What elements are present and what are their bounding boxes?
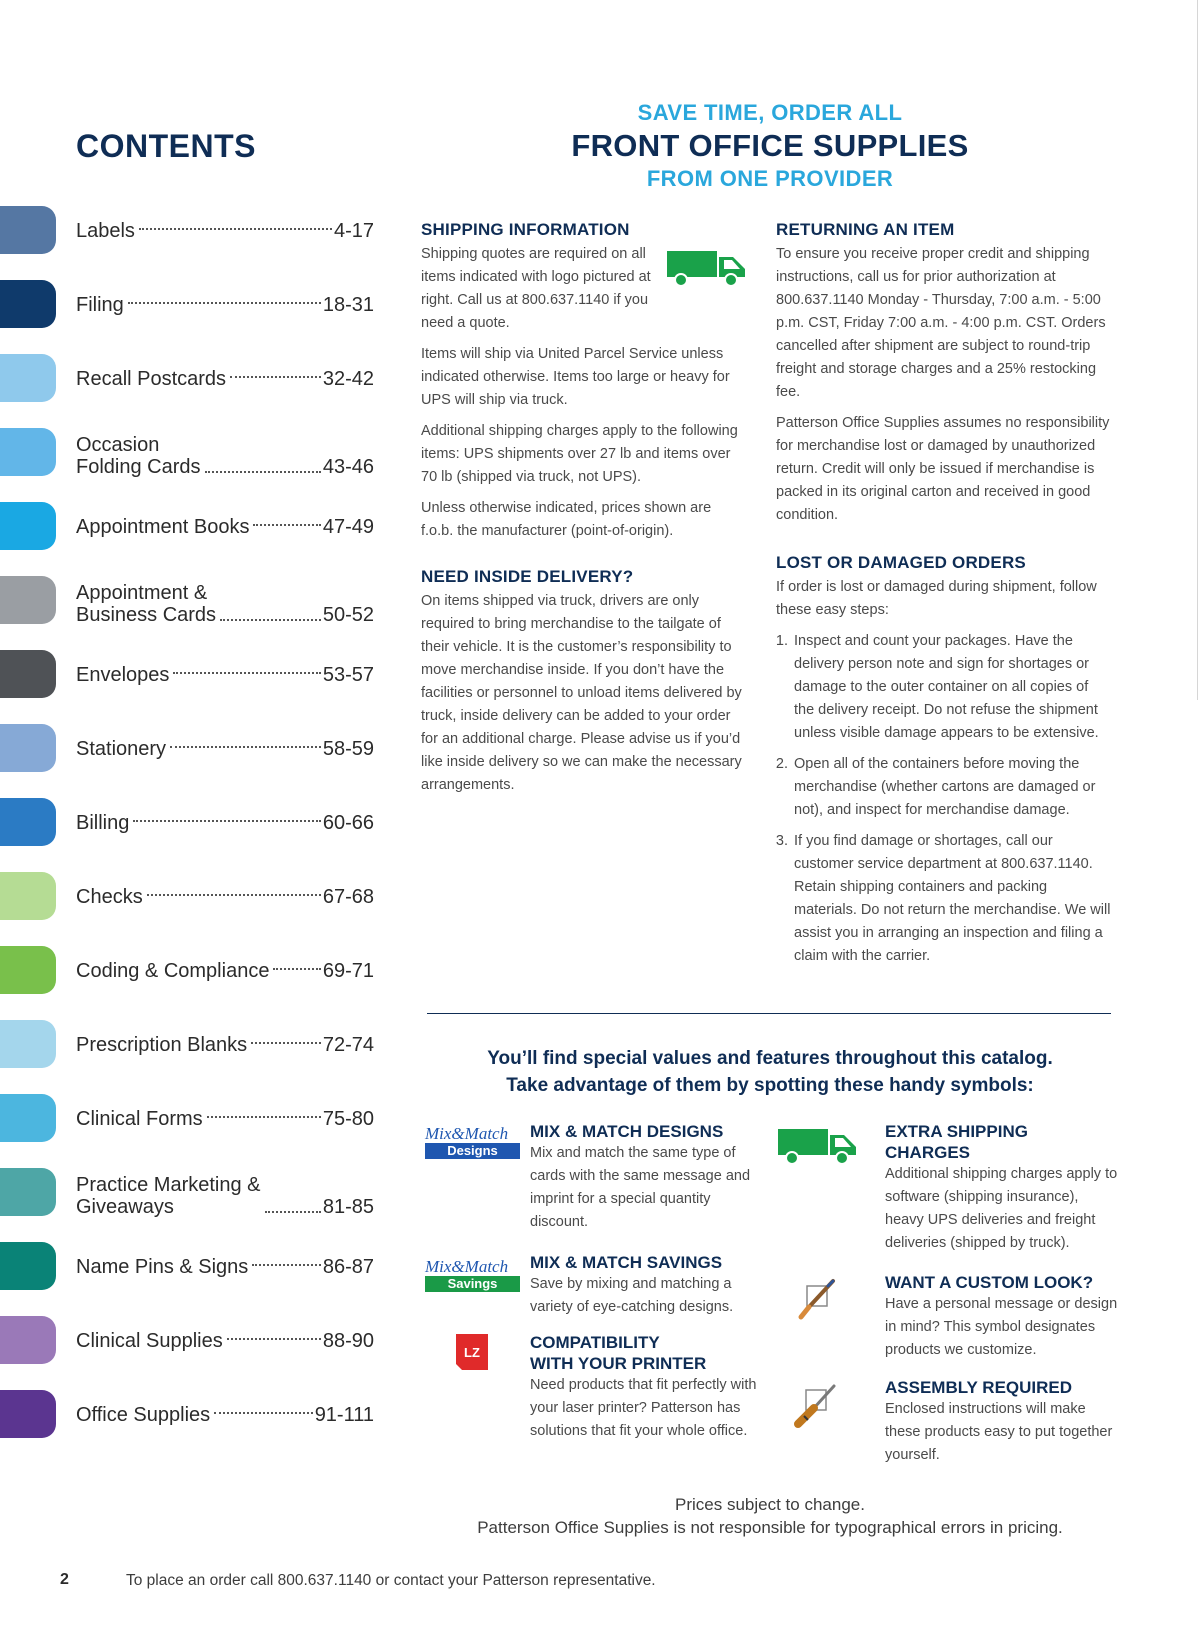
lost-title: LOST OR DAMAGED ORDERS bbox=[776, 553, 1026, 572]
shipping-p3: Additional shipping charges apply to the following items: UPS shipments over 27 lb and items over 70 lb (shipped via truck, not UPS). bbox=[421, 423, 738, 485]
contents-leader-dots bbox=[214, 1412, 313, 1414]
shipping-p2: Items will ship via United Parcel Service unless indicated otherwise. Items too large or heavy for UPS will ship via truck. bbox=[421, 346, 730, 408]
contents-item[interactable] bbox=[0, 798, 380, 848]
lost-step: 3. If you find damage or shortages, call our customer service department at 800.637.1140. Retain shipping containers and packing materials. Do not return the merchandise. We will assist you in arranging an inspection and filing a claim with the carrier. bbox=[792, 830, 1112, 968]
contents-item-text bbox=[76, 946, 374, 996]
contents-item[interactable] bbox=[0, 1020, 380, 1070]
custom-look-block bbox=[885, 1272, 1120, 1362]
contents-item-text bbox=[76, 354, 374, 404]
contents-color-tab bbox=[0, 946, 56, 994]
contents-item-pages: 47-49 bbox=[322, 516, 374, 538]
contents-item-pages: 86-87 bbox=[322, 1256, 374, 1278]
contents-item-label: Occasion Folding Cards bbox=[76, 434, 201, 478]
contents-item-pages: 60-66 bbox=[322, 812, 374, 834]
contents-item-text bbox=[76, 724, 374, 774]
contents-color-tab bbox=[0, 1168, 56, 1216]
compatibility-block bbox=[530, 1332, 765, 1443]
contents-item-text bbox=[76, 1390, 374, 1440]
order-info-line: To place an order call 800.637.1140 or contact your Patterson representative. bbox=[126, 1572, 656, 1589]
contents-color-tab bbox=[0, 1094, 56, 1142]
contents-item-pages: 69-71 bbox=[322, 960, 374, 982]
custom-look-title: WANT A CUSTOM LOOK? bbox=[885, 1273, 1094, 1292]
mix-match-designs-logo-text: Mix&Match bbox=[425, 1124, 509, 1143]
mix-match-designs-logo-bar: Designs bbox=[425, 1143, 520, 1159]
contents-item-text bbox=[76, 798, 374, 848]
price-notes bbox=[420, 1493, 1120, 1539]
page-edge-line bbox=[1197, 0, 1198, 700]
contents-color-tab bbox=[0, 724, 56, 772]
mix-match-designs-block bbox=[530, 1121, 765, 1234]
lost-step: 2. Open all of the containers before moving the merchandise (whether cartons are damaged or not), and inspect for merchandise damage. bbox=[792, 753, 1112, 822]
contents-item-label: Recall Postcards bbox=[76, 368, 227, 390]
contents-item-text bbox=[76, 280, 374, 330]
paintbrush-icon bbox=[795, 1277, 839, 1326]
contents-color-tab bbox=[0, 502, 56, 550]
contents-color-tab bbox=[0, 1242, 56, 1290]
lost-intro: If order is lost or damaged during shipment, follow these easy steps: bbox=[776, 579, 1097, 618]
contents-item-text bbox=[76, 872, 374, 922]
mix-match-designs-text: Mix and match the same type of cards with the same message and imprint for a special quantity discount. bbox=[530, 1145, 751, 1230]
contents-item-label: Envelopes bbox=[76, 664, 170, 686]
shipping-title: SHIPPING INFORMATION bbox=[421, 220, 630, 239]
contents-color-tab bbox=[0, 576, 56, 624]
truck-icon bbox=[778, 1125, 858, 1165]
contents-leader-dots bbox=[253, 524, 320, 526]
contents-leader-dots bbox=[173, 672, 320, 674]
contents-item-label: Name Pins & Signs bbox=[76, 1256, 249, 1278]
price-note-line-2: Patterson Office Supplies is not responsible for typographical errors in pricing. bbox=[477, 1518, 1063, 1537]
contents-color-tab bbox=[0, 1390, 56, 1438]
contents-leader-dots bbox=[227, 1338, 321, 1340]
laser-printer-icon-text: LZ bbox=[464, 1345, 480, 1360]
symbols-intro-line-1: You’ll find special values and features throughout this catalog. bbox=[487, 1048, 1053, 1069]
contents-item[interactable] bbox=[0, 1094, 380, 1144]
contents-item[interactable] bbox=[0, 1242, 380, 1292]
contents-item-text bbox=[76, 576, 374, 626]
contents-item-pages: 91-111 bbox=[314, 1404, 374, 1426]
contents-item[interactable] bbox=[0, 724, 380, 774]
contents-item-label: Prescription Blanks bbox=[76, 1034, 248, 1056]
contents-leader-dots bbox=[207, 1116, 321, 1118]
contents-color-tab bbox=[0, 798, 56, 846]
laser-printer-icon-graphic bbox=[456, 1334, 488, 1370]
contents-leader-dots bbox=[205, 471, 321, 473]
paintbrush-icon-graphic bbox=[795, 1277, 839, 1321]
contents-item[interactable] bbox=[0, 1316, 380, 1366]
contents-item-pages: 32-42 bbox=[322, 368, 374, 390]
section-divider bbox=[427, 1013, 1111, 1014]
contents-item-pages: 72-74 bbox=[322, 1034, 374, 1056]
contents-item-pages: 81-85 bbox=[322, 1196, 374, 1218]
contents-color-tab bbox=[0, 1316, 56, 1364]
contents-item[interactable] bbox=[0, 280, 380, 330]
contents-color-tab bbox=[0, 280, 56, 328]
contents-item-label: Billing bbox=[76, 812, 130, 834]
contents-leader-dots bbox=[273, 968, 320, 970]
contents-item-pages: 75-80 bbox=[322, 1108, 374, 1130]
contents-item-pages: 50-52 bbox=[322, 604, 374, 626]
assembly-text: Enclosed instructions will make these products easy to put together yourself. bbox=[885, 1401, 1113, 1463]
assembly-block bbox=[885, 1377, 1120, 1467]
contents-item[interactable] bbox=[0, 946, 380, 996]
contents-title: CONTENTS bbox=[76, 128, 256, 164]
extra-shipping-title: EXTRA SHIPPING CHARGES bbox=[885, 1122, 1028, 1162]
contents-item[interactable] bbox=[0, 354, 380, 404]
contents-item-pages: 18-31 bbox=[322, 294, 374, 316]
mix-match-savings-logo-text: Mix&Match bbox=[425, 1257, 509, 1276]
shipping-section bbox=[421, 218, 747, 805]
contents-item-text bbox=[76, 1094, 374, 1144]
contents-color-tab bbox=[0, 206, 56, 254]
contents-color-tab bbox=[0, 428, 56, 476]
symbols-intro bbox=[420, 1045, 1120, 1099]
contents-item[interactable] bbox=[0, 576, 380, 626]
contents-item-pages: 58-59 bbox=[322, 738, 374, 760]
header-line-3: FROM ONE PROVIDER bbox=[646, 166, 894, 191]
contents-item-text bbox=[76, 1020, 374, 1070]
contents-item-label: Appointment & Business Cards bbox=[76, 582, 217, 626]
contents-leader-dots bbox=[139, 228, 332, 230]
contents-item-text bbox=[76, 1168, 374, 1218]
contents-item-label: Clinical Forms bbox=[76, 1108, 203, 1130]
shipping-p4: Unless otherwise indicated, prices shown are f.o.b. the manufacturer (point-of-origin). bbox=[421, 500, 712, 539]
contents-item-text bbox=[76, 502, 374, 552]
returning-title: RETURNING AN ITEM bbox=[776, 220, 955, 239]
returning-p1: To ensure you receive proper credit and shipping instructions, call us for prior authorization at 800.637.1140 Monday - Thursday, 7:00 a.m. - 5:00 p.m. CST, Friday 7:00 a.m. - 4:00 p.m. CST. Orders cancelled after shipment are subject to round-trip freight and storage charges and a 25% restocking fee. bbox=[776, 246, 1106, 400]
mix-match-savings-logo bbox=[425, 1259, 520, 1292]
contents-color-tab bbox=[0, 354, 56, 402]
lost-step: 1. Inspect and count your packages. Have the delivery person note and sign for shortages or damage to the outer container on all copies of the delivery receipt. Do not refuse the shipment unless visible damage appears to be extensive. bbox=[792, 630, 1112, 745]
contents-item[interactable] bbox=[0, 872, 380, 922]
compatibility-text: Need products that fit perfectly with your laser printer? Patterson has solutions that fit your whole office. bbox=[530, 1377, 757, 1439]
lost-steps bbox=[776, 630, 1112, 968]
contents-item-label: Labels bbox=[76, 220, 135, 242]
mix-match-designs-logo bbox=[425, 1126, 520, 1159]
contents-item[interactable] bbox=[0, 502, 380, 552]
assembly-title: ASSEMBLY REQUIRED bbox=[885, 1378, 1073, 1397]
contents-item-label: Appointment Books bbox=[76, 516, 250, 538]
mix-match-savings-logo-bar: Savings bbox=[425, 1276, 520, 1292]
contents-item[interactable] bbox=[0, 1168, 380, 1218]
mix-match-savings-text: Save by mixing and matching a variety of eye-catching designs. bbox=[530, 1276, 734, 1315]
contents-item-pages: 53-57 bbox=[322, 664, 374, 686]
contents-leader-dots bbox=[128, 302, 321, 304]
contents-item-text bbox=[76, 428, 374, 478]
contents-item[interactable] bbox=[0, 1390, 380, 1440]
contents-leader-dots bbox=[252, 1264, 321, 1266]
contents-item-text bbox=[76, 1316, 374, 1366]
contents-item-label: Office Supplies bbox=[76, 1404, 211, 1426]
contents-leader-dots bbox=[251, 1042, 321, 1044]
contents-item-label: Filing bbox=[76, 294, 124, 316]
inside-delivery-title: NEED INSIDE DELIVERY? bbox=[421, 567, 634, 586]
compatibility-title: COMPATIBILITY WITH YOUR PRINTER bbox=[530, 1333, 707, 1373]
custom-look-text: Have a personal message or design in mind? This symbol designates products we customize. bbox=[885, 1296, 1118, 1358]
page-number: 2 bbox=[60, 1571, 69, 1588]
contents-leader-dots bbox=[230, 376, 321, 378]
contents-color-tab bbox=[0, 1020, 56, 1068]
extra-shipping-block bbox=[885, 1121, 1120, 1255]
contents-leader-dots bbox=[265, 1211, 321, 1213]
contents-item-pages: 88-90 bbox=[322, 1330, 374, 1352]
contents-color-tab bbox=[0, 872, 56, 920]
contents-item-label: Coding & Compliance bbox=[76, 960, 270, 982]
contents-item[interactable] bbox=[0, 428, 380, 478]
contents-item[interactable] bbox=[0, 650, 380, 700]
laser-printer-icon bbox=[456, 1334, 488, 1375]
mix-match-savings-title: MIX & MATCH SAVINGS bbox=[530, 1253, 723, 1272]
mix-match-savings-block bbox=[530, 1252, 765, 1319]
contents-leader-dots bbox=[133, 820, 320, 822]
extra-shipping-text: Additional shipping charges apply to software (shipping insurance), heavy UPS deliveries and freight deliveries (shipped by truck). bbox=[885, 1166, 1118, 1251]
contents-item-label: Clinical Supplies bbox=[76, 1330, 223, 1352]
returning-p2: Patterson Office Supplies assumes no responsibility for merchandise lost or damaged by unauthorized return. Credit will only be issued if merchandise is packed in its original carton and received in good condition. bbox=[776, 415, 1110, 523]
mix-match-designs-title: MIX & MATCH DESIGNS bbox=[530, 1122, 724, 1141]
contents-item-label: Checks bbox=[76, 886, 143, 908]
inside-delivery-p1: On items shipped via truck, drivers are only required to bring merchandise to the tailgate of their vehicle. It is the customer’s responsibility to move merchandise inside. If you don’t have the facilities or personnel to unload items delivered by truck, inside delivery can be added to your order for an additional charge. Please advise us if you’d like inside delivery so we can make the necessary arrangements. bbox=[421, 593, 742, 793]
symbols-intro-line-2: Take advantage of them by spotting these handy symbols: bbox=[506, 1075, 1034, 1096]
contents-leader-dots bbox=[147, 894, 321, 896]
contents-item[interactable] bbox=[0, 206, 380, 256]
price-note-line-1: Prices subject to change. bbox=[675, 1495, 865, 1514]
contents-item-text bbox=[76, 650, 374, 700]
contents-color-tab bbox=[0, 650, 56, 698]
header-line-1: SAVE TIME, ORDER ALL bbox=[637, 100, 903, 125]
truck-icon bbox=[667, 247, 747, 287]
screwdriver-icon bbox=[790, 1382, 840, 1433]
screwdriver-icon-graphic bbox=[790, 1382, 840, 1428]
contents-leader-dots bbox=[220, 619, 321, 621]
extra-shipping-truck-icon bbox=[778, 1125, 858, 1170]
contents-item-pages: 4-17 bbox=[333, 220, 374, 242]
contents-item-pages: 43-46 bbox=[322, 456, 374, 478]
contents-item-label: Stationery bbox=[76, 738, 167, 760]
contents-item-pages: 67-68 bbox=[322, 886, 374, 908]
contents-item-text bbox=[76, 1242, 374, 1292]
header-title: FRONT OFFICE SUPPLIES bbox=[571, 128, 969, 163]
contents-leader-dots bbox=[170, 746, 321, 748]
returns-section bbox=[776, 218, 1112, 976]
contents-item-text bbox=[76, 206, 374, 256]
contents-item-label: Practice Marketing & Giveaways bbox=[76, 1174, 261, 1218]
shipping-p1: Shipping quotes are required on all items indicated with logo pictured at right. Call us at 800.637.1140 if you need a quote. bbox=[421, 246, 651, 331]
